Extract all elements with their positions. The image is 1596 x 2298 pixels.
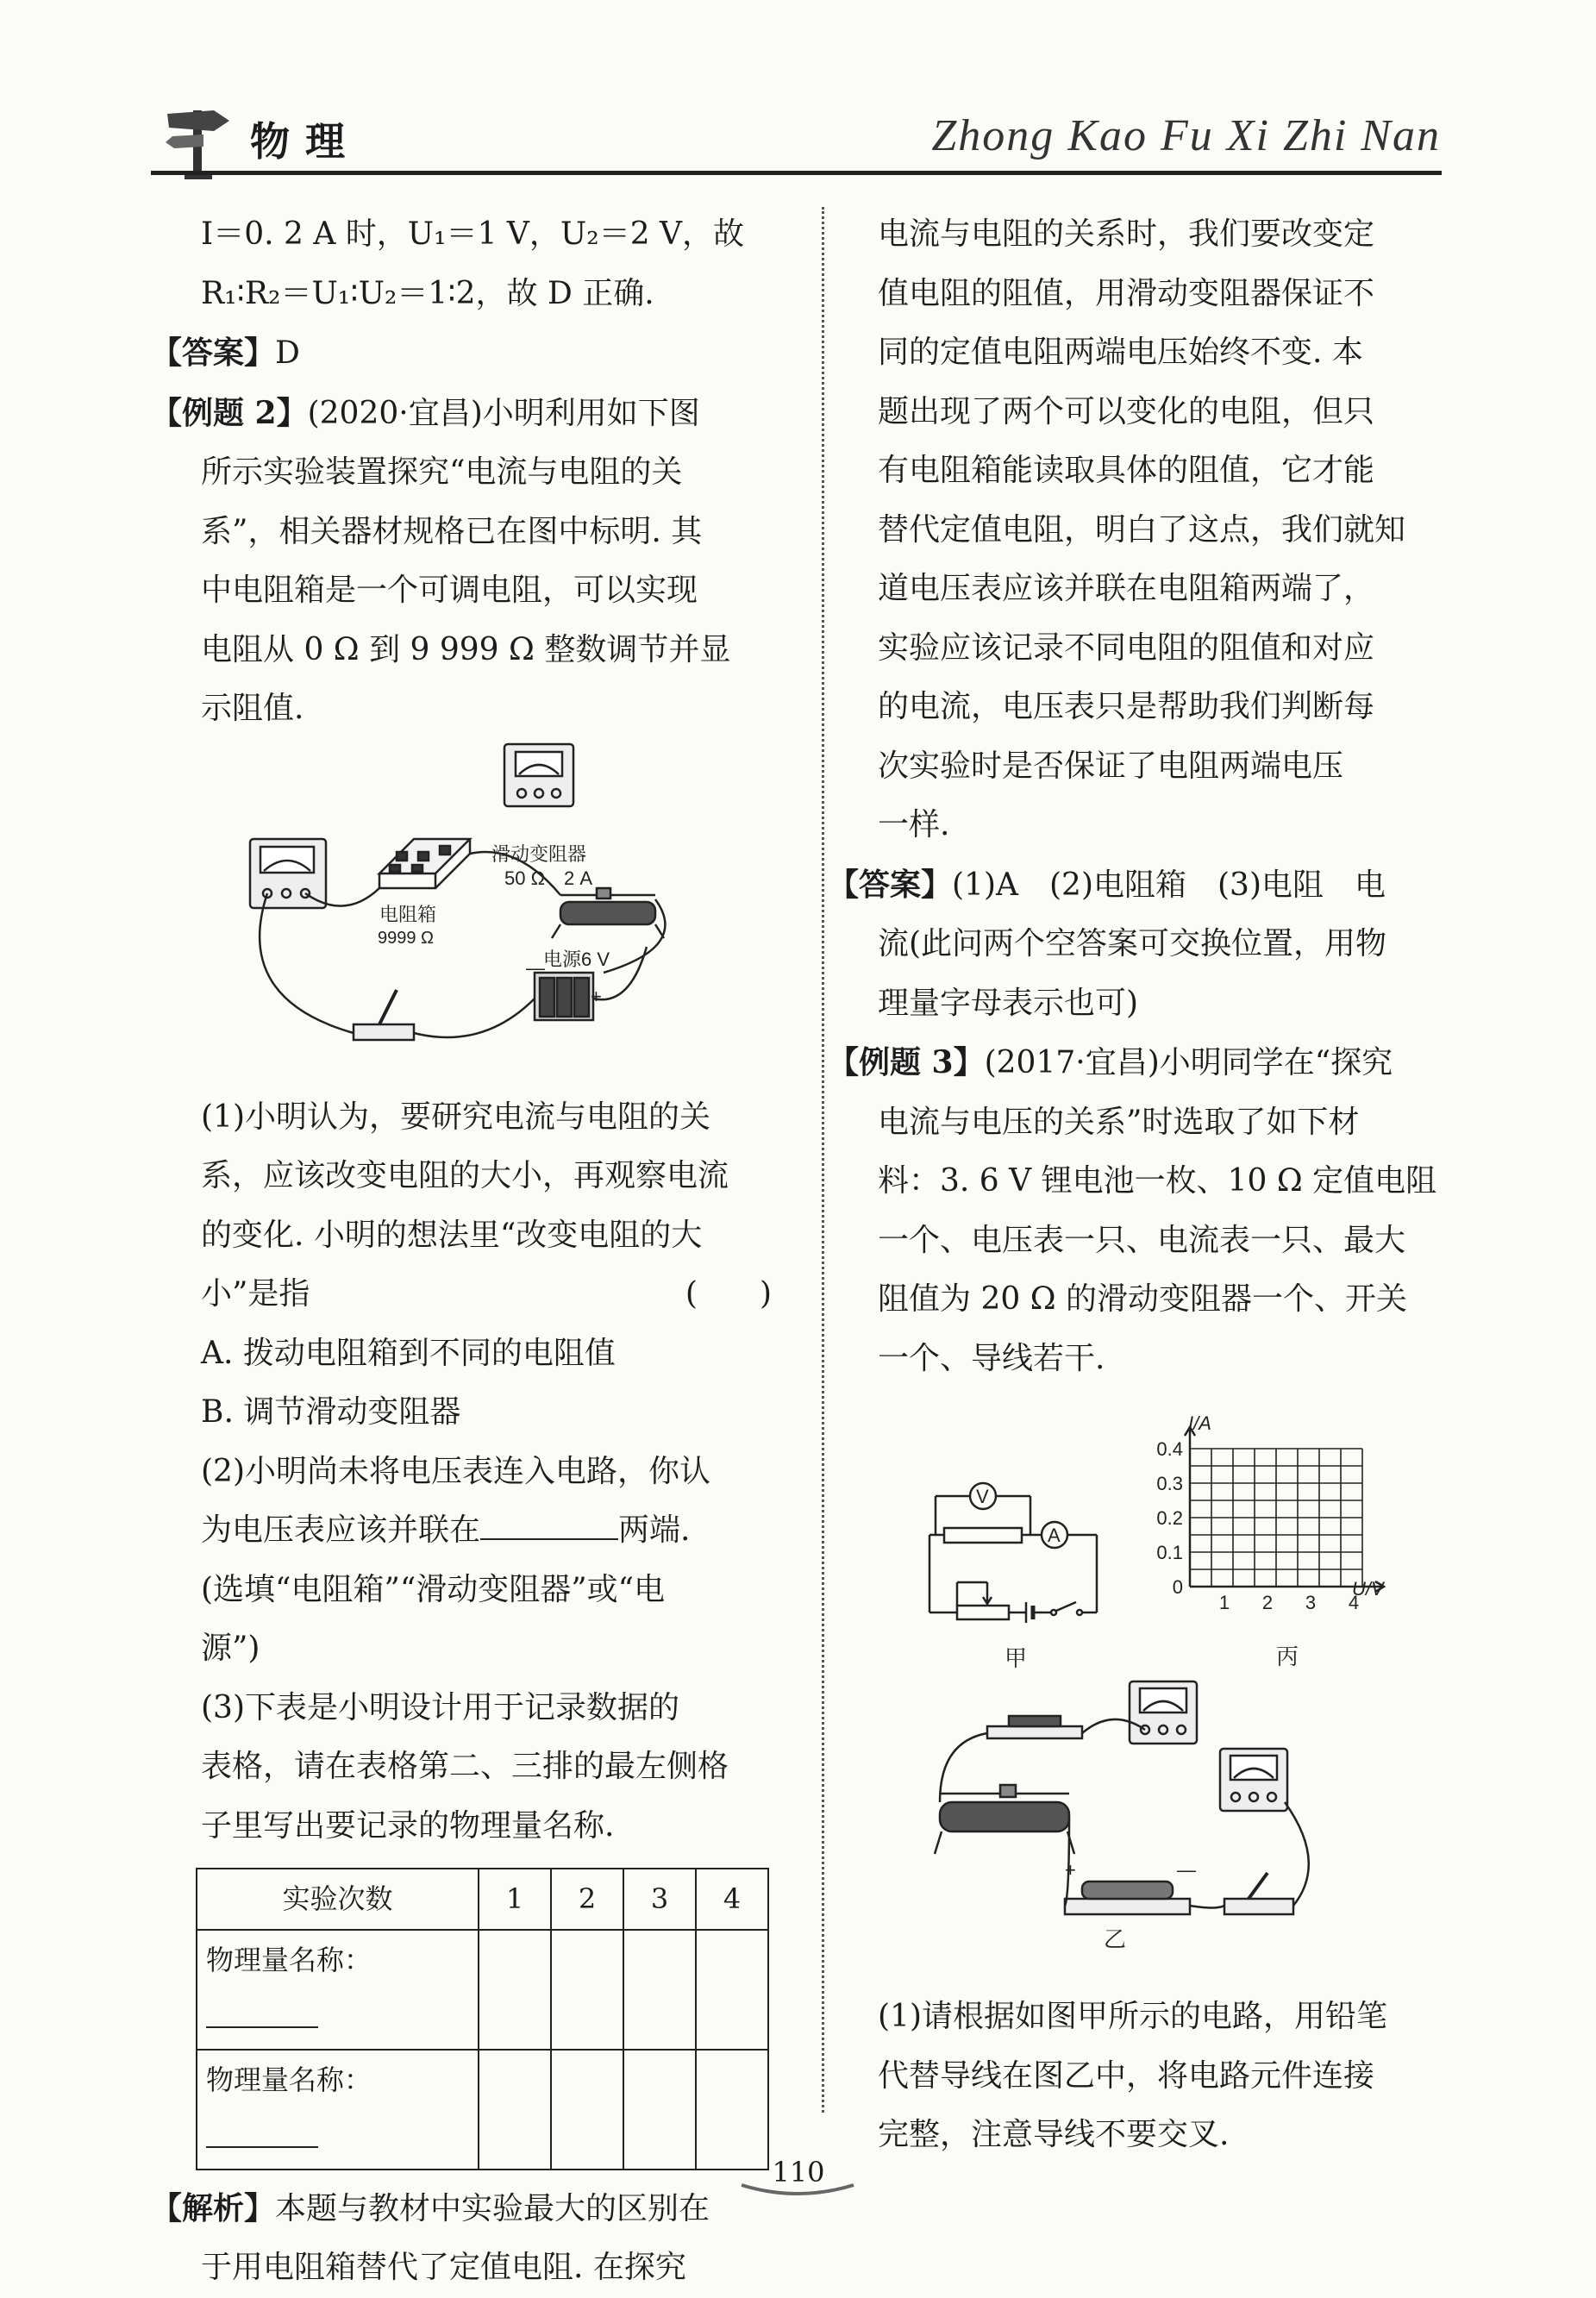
text-line: (1)A (2)电阻箱 (3)电阻 电 <box>952 867 1386 903</box>
table-cell[interactable] <box>623 2050 696 2170</box>
signpost-logo-icon <box>164 102 233 179</box>
text-line: (选填“电阻箱”“滑动变阻器”或“电 <box>201 1571 666 1607</box>
box-spec: 9999 Ω <box>378 929 434 948</box>
table-label-cell[interactable]: 物理量名称： <box>197 1930 479 2050</box>
table-header-cell: 4 <box>696 1869 768 1930</box>
apparatus-photo-yi <box>923 1673 1354 1957</box>
column-divider <box>822 207 824 2113</box>
text-line: 小”是指 <box>201 1276 310 1312</box>
text-line: 本题与教材中实验最大的区别在 <box>275 2190 710 2226</box>
answer-tag: 【答案】 <box>151 335 276 371</box>
text-line: 同的定值电阻两端电压始终不变. 本 <box>878 335 1363 370</box>
y-tick-label: 0 <box>1172 1576 1183 1598</box>
subject-title: 物理 <box>250 118 360 165</box>
table-row <box>197 2050 768 2170</box>
text-line: 一样. <box>878 807 950 842</box>
text-line: 完整，注意导线不要交叉. <box>878 2117 1230 2152</box>
text-line: 源”) <box>201 1631 260 1666</box>
text-line: 为电压表应该并联在 <box>201 1512 481 1548</box>
text-line: 中电阻箱是一个可调电阻，可以实现 <box>201 573 698 608</box>
text-line: 实验应该记录不同电阻的阻值和对应 <box>878 629 1375 666</box>
text-line: 示阻值. <box>201 691 304 726</box>
left-column <box>151 205 772 2298</box>
graph-caption: 丙 <box>1276 1644 1299 1669</box>
text-line: 次实验时是否保证了电阻两端电压 <box>878 748 1344 784</box>
table-header-cell: 1 <box>479 1869 551 1930</box>
table-header-cell: 2 <box>551 1869 623 1930</box>
source-label: 电源6 V <box>543 949 610 970</box>
answer-tag: 【答案】 <box>828 866 953 903</box>
answer-value: D <box>275 335 300 371</box>
answer-paren: ( ) <box>685 1276 772 1312</box>
text-line: 值电阻的阻值，用滑动变阻器保证不 <box>878 275 1375 311</box>
text-line: 流(此问两个空答案可交换位置，用物 <box>878 926 1387 961</box>
table-cell[interactable] <box>479 1930 551 2050</box>
text-line: R₁∶R₂＝U₁∶U₂＝1∶2，故 D 正确. <box>201 275 654 311</box>
y-axis-label: I/A <box>1188 1412 1211 1434</box>
text-line: 表格，请在表格第二、三排的最左侧格 <box>201 1749 729 1784</box>
text-line: 阻值为 20 Ω 的滑动变阻器一个、开关 <box>878 1281 1407 1317</box>
table-cell[interactable] <box>551 1930 623 2050</box>
ammeter-symbol: A <box>1048 1525 1061 1546</box>
text-line: 系，应该改变电阻的大小，再观察电流 <box>201 1158 729 1193</box>
text-line: 电流与电阻的关系时，我们要改变定 <box>878 216 1375 252</box>
y-tick-label: 0.2 <box>1156 1507 1183 1529</box>
rheostat-spec: 50 Ω 2 A <box>504 867 593 889</box>
text-line: (2020·宜昌)小明利用如下图 <box>307 395 700 431</box>
voltmeter-symbol: V <box>976 1486 989 1507</box>
text-line: 道电压表应该并联在电阻箱两端了， <box>878 571 1375 606</box>
text-line: 的变化. 小明的想法里“改变电阻的大 <box>201 1217 703 1253</box>
text-line: 两端. <box>618 1512 691 1548</box>
photo-caption: 乙 <box>1104 1926 1127 1952</box>
table-header-cell: 实验次数 <box>197 1869 479 1930</box>
text-line: 于用电阻箱替代了定值电阻. 在探究 <box>201 2250 686 2285</box>
option-a: A. 拨动电阻箱到不同的电阻值 <box>201 1335 616 1371</box>
text-line: 一个、导线若干. <box>878 1340 1105 1376</box>
header-pinyin-title: Zhong Kao Fu Xi Zhi Nan <box>931 111 1441 160</box>
box-label: 电阻箱 <box>379 904 437 925</box>
text-line: (2)小明尚未将电压表连入电路，你认 <box>201 1453 710 1489</box>
plus-sign: + <box>1065 1859 1076 1881</box>
table-row <box>197 1869 768 1930</box>
y-tick-label: 0.3 <box>1156 1473 1183 1494</box>
plus-sign: + <box>591 986 602 1007</box>
graph-axes <box>1185 1427 1384 1592</box>
text-line: (1)小明认为，要研究电流与电阻的关 <box>201 1099 710 1135</box>
text-line: 系”，相关器材规格已在图中标明. 其 <box>201 513 703 549</box>
text-line: 代替导线在图乙中，将电路元件连接 <box>878 2057 1375 2094</box>
page-number: 110 <box>772 2156 825 2188</box>
text-line: 替代定值电阻，明白了这点，我们就知 <box>878 511 1406 548</box>
example-3-tag: 【例题 3】 <box>828 1044 985 1080</box>
x-tick-label: 1 <box>1218 1592 1230 1613</box>
table-cell[interactable] <box>696 1930 768 2050</box>
text-line: (3)下表是小明设计用于记录数据的 <box>201 1689 679 1725</box>
circuit-diagram-jia <box>923 1475 1112 1673</box>
table-header-cell: 3 <box>623 1869 696 1930</box>
table-cell[interactable] <box>479 2050 551 2170</box>
table-cell[interactable] <box>551 2050 623 2170</box>
text-line: 有电阻箱能读取具体的阻值，它才能 <box>878 453 1375 488</box>
minus-sign: — <box>526 957 545 979</box>
text-line: 电阻从 0 Ω 到 9 999 Ω 整数调节并显 <box>201 631 731 667</box>
text-line: 的电流，电压表只是帮助我们判断每 <box>878 689 1375 724</box>
data-table <box>196 1868 769 2170</box>
table-row <box>197 1930 768 2050</box>
y-tick-label: 0.1 <box>1156 1542 1183 1563</box>
table-label-cell[interactable]: 物理量名称： <box>197 2050 479 2170</box>
text-line: (1)请根据如图甲所示的电路，用铅笔 <box>878 1999 1387 2034</box>
iu-graph-bing <box>1121 1406 1397 1673</box>
text-line: 题出现了两个可以变化的电阻，但只 <box>878 393 1375 429</box>
rheostat-label: 滑动变阻器 <box>491 843 587 865</box>
text-line: 电流与电压的关系”时选取了如下材 <box>878 1104 1360 1140</box>
x-tick-label: 4 <box>1348 1592 1360 1613</box>
header-rule <box>151 171 1442 175</box>
x-tick-label: 3 <box>1305 1592 1317 1613</box>
circuit-caption: 甲 <box>1005 1645 1028 1671</box>
text-line: (2017·宜昌)小明同学在“探究 <box>984 1045 1393 1080</box>
y-tick-label: 0.4 <box>1156 1438 1183 1460</box>
minus-sign: — <box>1177 1859 1196 1881</box>
example-2-tag: 【例题 2】 <box>151 394 308 431</box>
experiment-apparatus-figure <box>241 740 776 1085</box>
text-line: 料：3. 6 V 锂电池一枚、10 Ω 定值电阻 <box>878 1163 1437 1199</box>
text-line: 理量字母表示也可) <box>878 985 1139 1021</box>
text-line: 一个、电压表一只、电流表一只、最大 <box>878 1222 1406 1258</box>
text-line: 子里写出要记录的物理量名称. <box>201 1807 615 1844</box>
text-line: 所示实验装置探究“电流与电阻的关 <box>201 454 683 490</box>
table-cell[interactable] <box>623 1930 696 2050</box>
x-axis-label: U/V <box>1352 1578 1384 1600</box>
text-line: I＝0. 2 A 时，U₁＝1 V，U₂＝2 V，故 <box>201 216 745 252</box>
x-tick-label: 2 <box>1261 1592 1274 1613</box>
option-b: B. 调节滑动变阻器 <box>201 1394 461 1430</box>
solution-tag: 【解析】 <box>151 2189 276 2226</box>
fill-blank[interactable] <box>480 1512 618 1540</box>
